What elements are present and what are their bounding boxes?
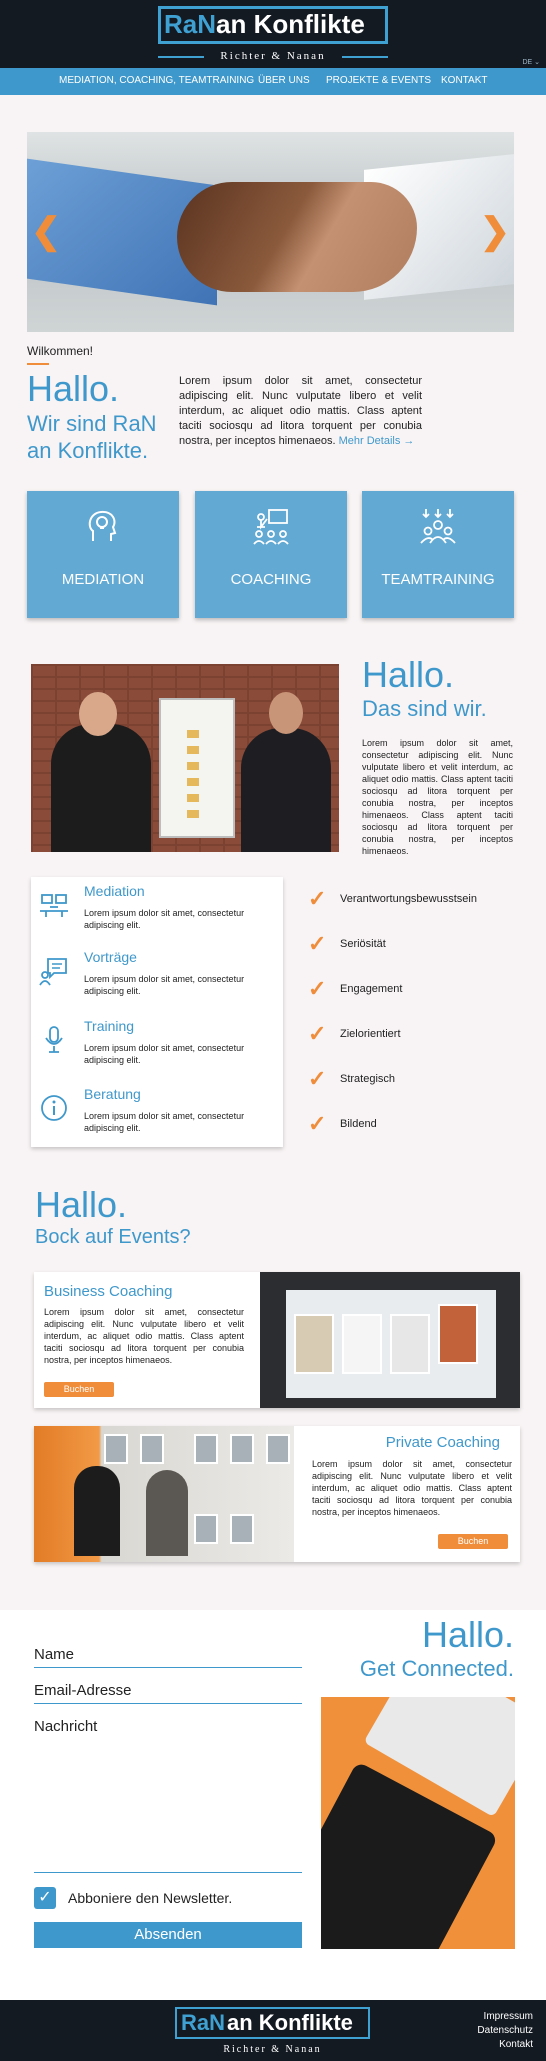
site-footer — [0, 2000, 546, 2061]
about-text: Lorem ipsum dolor sit amet, consectetur adipiscing elit. Nunc vulputate libero et velit interdum, ac aliquet odio mattis. Class aptent taciti sociosqu ad litora torquent per conubia nostra, per inceptos himenaeos. Class aptent taciti sociosqu ad litora torquent per conubia nostra, per inceptos himenaeos. — [362, 738, 513, 856]
event-title: Business Coaching — [44, 1283, 173, 1300]
check-icon: ✓ — [308, 1111, 327, 1136]
photo-note — [187, 762, 199, 770]
image-window — [104, 1434, 128, 1464]
message-field[interactable]: Nachricht — [34, 1718, 98, 1735]
language-switcher[interactable]: DE ⌄ — [522, 59, 540, 66]
image-window — [194, 1514, 218, 1544]
newsletter-checkbox[interactable]: ✓ — [34, 1887, 56, 1909]
card-label: TEAMTRAINING — [381, 571, 495, 588]
service-desc: Lorem ipsum dolor sit amet, consectetur adipiscing elit. — [84, 1043, 245, 1065]
card-mediation[interactable] — [27, 491, 179, 618]
check-icon: ✓ — [308, 886, 327, 911]
nav-item-projects[interactable]: PROJEKTE & EVENTS — [326, 75, 432, 86]
team-arrows-icon — [418, 507, 458, 547]
service-desc: Lorem ipsum dolor sit amet, consectetur adipiscing elit. — [84, 908, 245, 930]
image-person — [146, 1470, 188, 1556]
image-window — [194, 1434, 218, 1464]
service-desc: Lorem ipsum dolor sit amet, consectetur adipiscing elit. — [84, 1111, 245, 1133]
message-field-underline — [34, 1872, 302, 1873]
microphone-icon — [38, 1024, 70, 1056]
footer-link-datenschutz[interactable]: Datenschutz — [477, 2025, 533, 2036]
value-label: Strategisch — [340, 1073, 396, 1085]
newsletter-label: Abboniere den Newsletter. — [68, 1890, 233, 1906]
service-title: Vorträge — [84, 949, 137, 965]
intro-subtitle: Wir sind RaN an Konflikte. — [27, 411, 157, 463]
footer-logo[interactable] — [175, 2007, 370, 2055]
hero-image-handshake — [177, 182, 417, 292]
image-tile — [294, 1314, 334, 1374]
speech-icon — [38, 955, 70, 987]
photo-note — [187, 810, 199, 818]
event-business-coaching — [34, 1272, 520, 1408]
logo-subtitle: Richter & Nanan — [223, 2044, 322, 2055]
footer-link-impressum[interactable]: Impressum — [483, 2011, 533, 2022]
events-subtitle: Bock auf Events? — [35, 1226, 191, 1248]
card-coaching[interactable] — [195, 491, 347, 618]
contact-image-desk — [321, 1697, 515, 1949]
site-logo[interactable] — [158, 6, 388, 62]
photo-flipchart — [159, 698, 235, 838]
events-title: Hallo. — [35, 1184, 128, 1225]
value-label: Bildend — [340, 1118, 377, 1130]
card-teamtraining[interactable] — [362, 491, 514, 618]
photo-note — [187, 794, 199, 802]
check-icon: ✓ — [308, 1066, 327, 1091]
services-panel — [31, 877, 283, 1147]
email-field[interactable]: Email-Adresse — [34, 1682, 132, 1699]
about-subtitle: Das sind wir. — [362, 696, 487, 721]
info-icon — [38, 1092, 70, 1124]
image-tile — [438, 1304, 478, 1364]
image-tile — [390, 1314, 430, 1374]
more-details-link[interactable]: Mehr Details → — [338, 435, 415, 447]
value-label: Verantwortungsbewusstsein — [340, 893, 477, 905]
logo-text: an Konflikte — [227, 2010, 353, 2035]
site-header — [0, 0, 546, 68]
logo-ran: RaN — [181, 2010, 226, 2035]
event-text: Lorem ipsum dolor sit amet, consectetur adipiscing elit. Nunc vulputate libero et velit interdum, ac aliquet odio mattis. Class aptent taciti sociosqu ad litora torquent per conubia nostra, per inceptos himenaeos. — [312, 1459, 512, 1517]
check-icon: ✓ — [308, 1021, 327, 1046]
nav-item-contact[interactable]: KONTAKT — [441, 75, 488, 86]
service-title: Beratung — [84, 1086, 141, 1102]
logo-ran: RaN — [164, 9, 217, 39]
photo-note — [187, 746, 199, 754]
event-title: Private Coaching — [385, 1434, 500, 1451]
intro-text — [179, 374, 422, 449]
nav-item-services[interactable]: MEDIATION, COACHING, TEAMTRAINING — [59, 75, 255, 86]
photo-note — [187, 778, 199, 786]
image-person — [74, 1466, 120, 1556]
photo-person-left-head — [79, 692, 117, 736]
book-button[interactable]: Buchen — [438, 1534, 508, 1549]
photo-person-left — [51, 724, 151, 852]
presentation-group-icon — [251, 507, 291, 547]
logo-text: an Konflikte — [216, 9, 365, 39]
contact-subtitle: Get Connected. — [359, 1656, 514, 1681]
contact-title: Hallo. — [421, 1614, 514, 1655]
photo-person-right — [241, 728, 331, 852]
mediation-icon — [38, 889, 70, 921]
team-photo — [31, 664, 339, 852]
value-label: Engagement — [340, 983, 403, 995]
hero-slider — [27, 132, 514, 332]
head-lightbulb-icon — [83, 507, 123, 547]
check-icon: ✓ — [308, 976, 327, 1001]
event-private-coaching — [34, 1426, 520, 1562]
image-window — [266, 1434, 290, 1464]
email-field-underline — [34, 1703, 302, 1704]
intro-title: Hallo. — [27, 368, 120, 409]
value-label: Zielorientiert — [340, 1028, 401, 1040]
image-tile — [342, 1314, 382, 1374]
about-title: Hallo. — [362, 654, 455, 695]
event-text: Lorem ipsum dolor sit amet, consectetur adipiscing elit. Nunc vulputate libero et velit interdum, ac aliquet odio mattis. Class aptent taciti sociosqu ad litora torquent per conubia nostra, per inceptos himenaeos. — [44, 1307, 244, 1365]
logo-subtitle: Richter & Nanan — [158, 50, 388, 62]
main-nav — [0, 68, 546, 95]
footer-link-kontakt[interactable]: Kontakt — [499, 2039, 533, 2050]
image-window — [140, 1434, 164, 1464]
event-image-office — [34, 1426, 294, 1562]
welcome-label: Wilkommen! — [27, 344, 94, 358]
photo-person-right-head — [269, 692, 303, 734]
slider-next-icon[interactable]: ❯ — [479, 210, 510, 251]
image-window — [230, 1434, 254, 1464]
card-label: COACHING — [230, 571, 312, 588]
welcome-underline — [27, 363, 49, 365]
submit-button[interactable]: Absenden — [34, 1922, 302, 1948]
footer-links — [477, 2010, 533, 2052]
image-window — [230, 1514, 254, 1544]
name-field[interactable]: Name — [34, 1646, 75, 1663]
slider-prev-icon[interactable]: ❮ — [31, 210, 62, 251]
event-image-presentation — [260, 1272, 520, 1408]
intro-paragraph: Lorem ipsum dolor sit amet, consectetur adipiscing elit. Nunc vulputate libero et velit interdum, ac aliquet odio mattis. Class aptent taciti sociosqu ad litora torquent per conubia nostra, per inceptos himenaeos. — [179, 375, 422, 447]
name-field-underline — [34, 1667, 302, 1668]
photo-note — [187, 730, 199, 738]
service-desc: Lorem ipsum dolor sit amet, consectetur adipiscing elit. — [84, 974, 245, 996]
service-title: Training — [84, 1018, 135, 1034]
check-icon: ✓ — [308, 931, 327, 956]
nav-item-about[interactable]: ÜBER UNS — [258, 75, 310, 86]
image-screen — [286, 1290, 496, 1398]
service-title: Mediation — [84, 883, 145, 899]
card-label: MEDIATION — [61, 571, 145, 588]
book-button[interactable]: Buchen — [44, 1382, 114, 1397]
value-label: Seriösität — [340, 938, 386, 950]
